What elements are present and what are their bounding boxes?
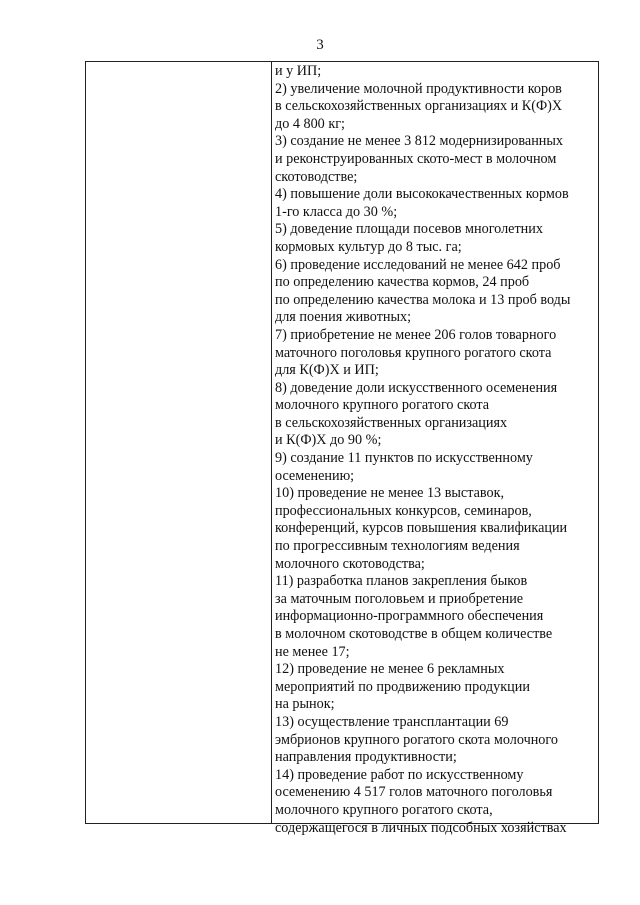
text-line: и у ИП;: [275, 63, 322, 79]
text-line: 8) доведение доли искусственного осеменения: [275, 379, 558, 396]
text-line: эмбрионов крупного рогатого скота молочного: [275, 731, 558, 748]
text-line: 2) увеличение молочной продуктивности коров: [275, 80, 562, 97]
table-left-cell: [86, 62, 272, 823]
text-line: в сельскохозяйственных организациях: [275, 414, 508, 431]
text-line: по определению качества молока и 13 проб воды: [275, 291, 571, 308]
text-line: за маточным поголовьем и приобретение: [275, 590, 524, 607]
text-line: для К(Ф)Х и ИП;: [275, 362, 379, 379]
text-line: 13) осуществление трансплантации 69: [275, 713, 509, 730]
table-right-cell: [272, 62, 598, 836]
text-line: осеменению 4 517 голов маточного поголовья: [275, 784, 553, 801]
text-line: 10) проведение не менее 13 выставок,: [275, 485, 505, 502]
text-line: молочного крупного рогатого скота: [275, 397, 490, 414]
text-line: для поения животных;: [275, 309, 412, 326]
text-line: 14) проведение работ по искусственному: [275, 766, 524, 783]
text-line: 5) доведение площади посевов многолетних: [275, 221, 543, 238]
text-line: мероприятий по продвижению продукции: [275, 678, 530, 695]
text-line: в молочном скотоводстве в общем количестве: [275, 626, 553, 642]
text-line: в сельскохозяйственных организациях и К(Ф)Х: [275, 98, 563, 115]
text-line: 3) создание не менее 3 812 модернизированных: [275, 133, 564, 150]
text-line: маточного поголовья крупного рогатого скота: [275, 344, 552, 361]
document-table: [85, 61, 599, 836]
text-line: 7) приобретение не менее 206 голов товарного: [275, 326, 557, 343]
text-line: и реконструированных ското-мест в молочном: [275, 150, 557, 167]
text-line: и К(Ф)Х до 90 %;: [275, 432, 382, 449]
text-line: по прогрессивным технологиям ведения: [275, 538, 520, 555]
text-line: содержащегося в личных подсобных хозяйствах: [275, 819, 567, 836]
text-line: профессиональных конкурсов, семинаров,: [275, 502, 532, 519]
text-line: осеменению;: [275, 467, 355, 484]
text-line: до 4 800 кг;: [275, 115, 345, 132]
text-line: 4) повышение доли высококачественных кормов: [275, 186, 569, 203]
text-line: скотоводстве;: [275, 168, 358, 185]
text-line: конференций, курсов повышения квалификации: [275, 520, 568, 537]
text-line: 12) проведение не менее 6 рекламных: [275, 661, 505, 678]
text-line: кормовых культур до 8 тыс. га;: [275, 238, 462, 255]
text-line: на рынок;: [275, 696, 335, 713]
text-line: молочного крупного рогатого скота,: [275, 801, 493, 818]
text-line: направления продуктивности;: [275, 749, 457, 766]
page-number: 3: [316, 37, 324, 53]
text-line: по определению качества кормов, 24 проб: [275, 274, 530, 291]
text-line: 11) разработка планов закрепления быков: [275, 573, 528, 590]
text-line: 6) проведение исследований не менее 642 проб: [275, 256, 561, 273]
text-line: молочного скотоводства;: [275, 555, 425, 572]
text-line: не менее 17;: [275, 643, 350, 660]
text-line: 1-го класса до 30 %;: [275, 203, 398, 220]
text-line: информационно-программного обеспечения: [275, 608, 544, 625]
text-line: 9) создание 11 пунктов по искусственному: [275, 450, 533, 467]
